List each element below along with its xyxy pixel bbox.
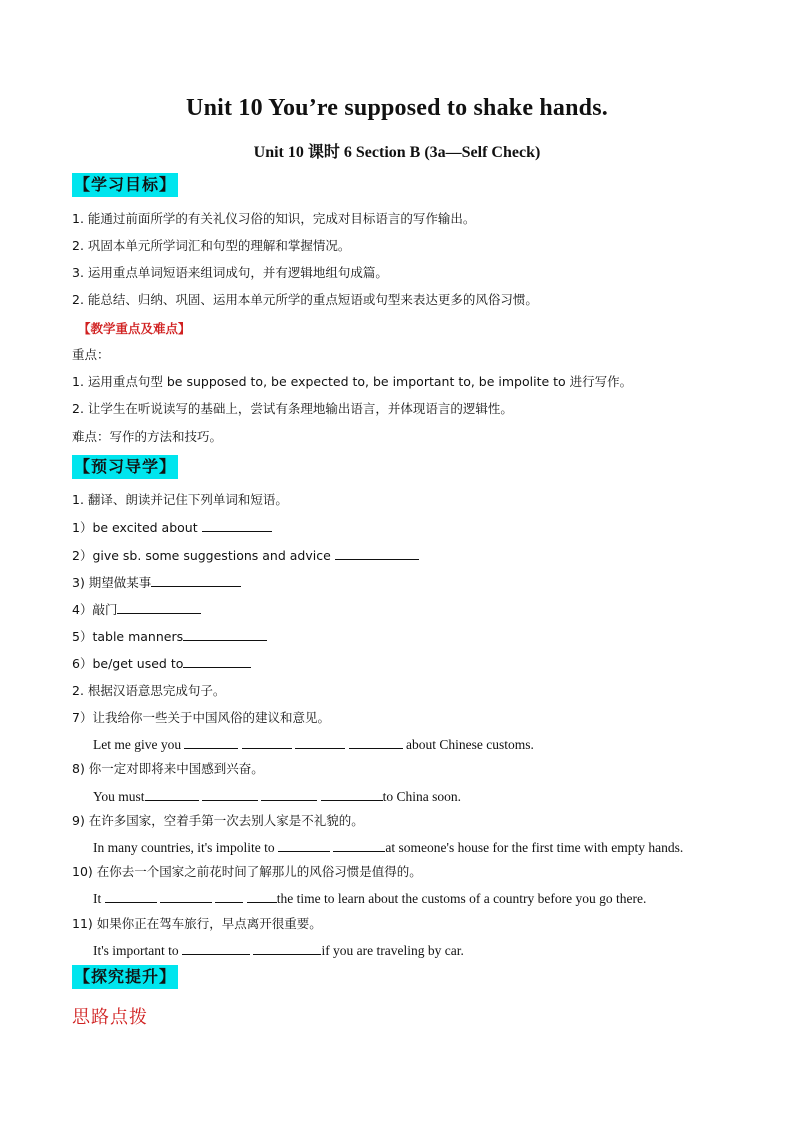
preview-tag: 【预习导学】: [72, 455, 178, 479]
explore-subheading: 思路点拨: [72, 1007, 148, 1028]
goal-item: 1. 能通过前面所学的有关礼仪习俗的知识，完成对目标语言的写作输出。: [72, 211, 476, 226]
exercise-1-item: 6）be/get used to: [72, 655, 251, 672]
exercise-2-cn: 9) 在许多国家，空着手第一次去别人家是不礼貌的。: [72, 813, 364, 828]
exercise-2-en: You must to China soon.: [93, 789, 462, 804]
explore-tag: 【探究提升】: [72, 965, 178, 989]
exercise-2-cn: 8) 你一定对即将来中国感到兴奋。: [72, 761, 264, 776]
goals-tag: 【学习目标】: [72, 173, 178, 197]
key-point: 2. 让学生在听说读写的基础上，尝试有条理地输出语言，并体现语言的逻辑性。: [72, 401, 513, 416]
key-points-tag: 【教学重点及难点】: [78, 321, 191, 336]
lesson-subtitle: Unit 10 课时 6 Section B (3a—Self Check): [253, 144, 541, 161]
page-title: Unit 10 You’re supposed to shake hands.: [186, 95, 608, 121]
exercise-1-item: 4）敲门: [72, 601, 201, 618]
exercise-2-cn: 10) 在你去一个国家之前花时间了解那儿的风俗习惯是值得的。: [72, 864, 422, 879]
exercise-2-en: It the time to learn about the customs of a country before you go there.: [93, 891, 647, 906]
exercise-2-cn: 11) 如果你正在驾车旅行，早点离开很重要。: [72, 916, 322, 931]
exercise-2-cn: 7）让我给你一些关于中国风俗的建议和意见。: [72, 710, 330, 725]
exercise-1-item: 3) 期望做某事: [72, 574, 241, 591]
difficulty-line: 难点：写作的方法和技巧。: [72, 429, 223, 444]
exercise-2-en: It's important to if you are traveling by car.: [93, 943, 464, 958]
key-point: 1. 运用重点句型 be supposed to, be expected to, be important to, be impolite to 进行写作。: [72, 374, 633, 389]
key-label: 重点：: [72, 347, 110, 362]
exercise-1-title: 1. 翻译、朗读并记住下列单词和短语。: [72, 492, 288, 507]
exercise-2-title: 2. 根据汉语意思完成句子。: [72, 683, 226, 698]
goal-item: 2. 巩固本单元所学词汇和句型的理解和掌握情况。: [72, 238, 351, 253]
goal-item: 3. 运用重点单词短语来组词成句，并有逻辑地组句成篇。: [72, 265, 388, 280]
exercise-2-en: Let me give you about Chinese customs.: [93, 737, 534, 752]
goal-item: 2. 能总结、归纳、巩固、运用本单元所学的重点短语或句型来表达更多的风俗习惯。: [72, 292, 538, 307]
exercise-1-item: 2）give sb. some suggestions and advice: [72, 547, 419, 564]
exercise-2-en: In many countries, it's impolite to at someone's house for the first time with empty hands.: [93, 840, 684, 855]
exercise-1-item: 1）be excited about: [72, 519, 272, 536]
exercise-1-item: 5）table manners: [72, 628, 267, 645]
